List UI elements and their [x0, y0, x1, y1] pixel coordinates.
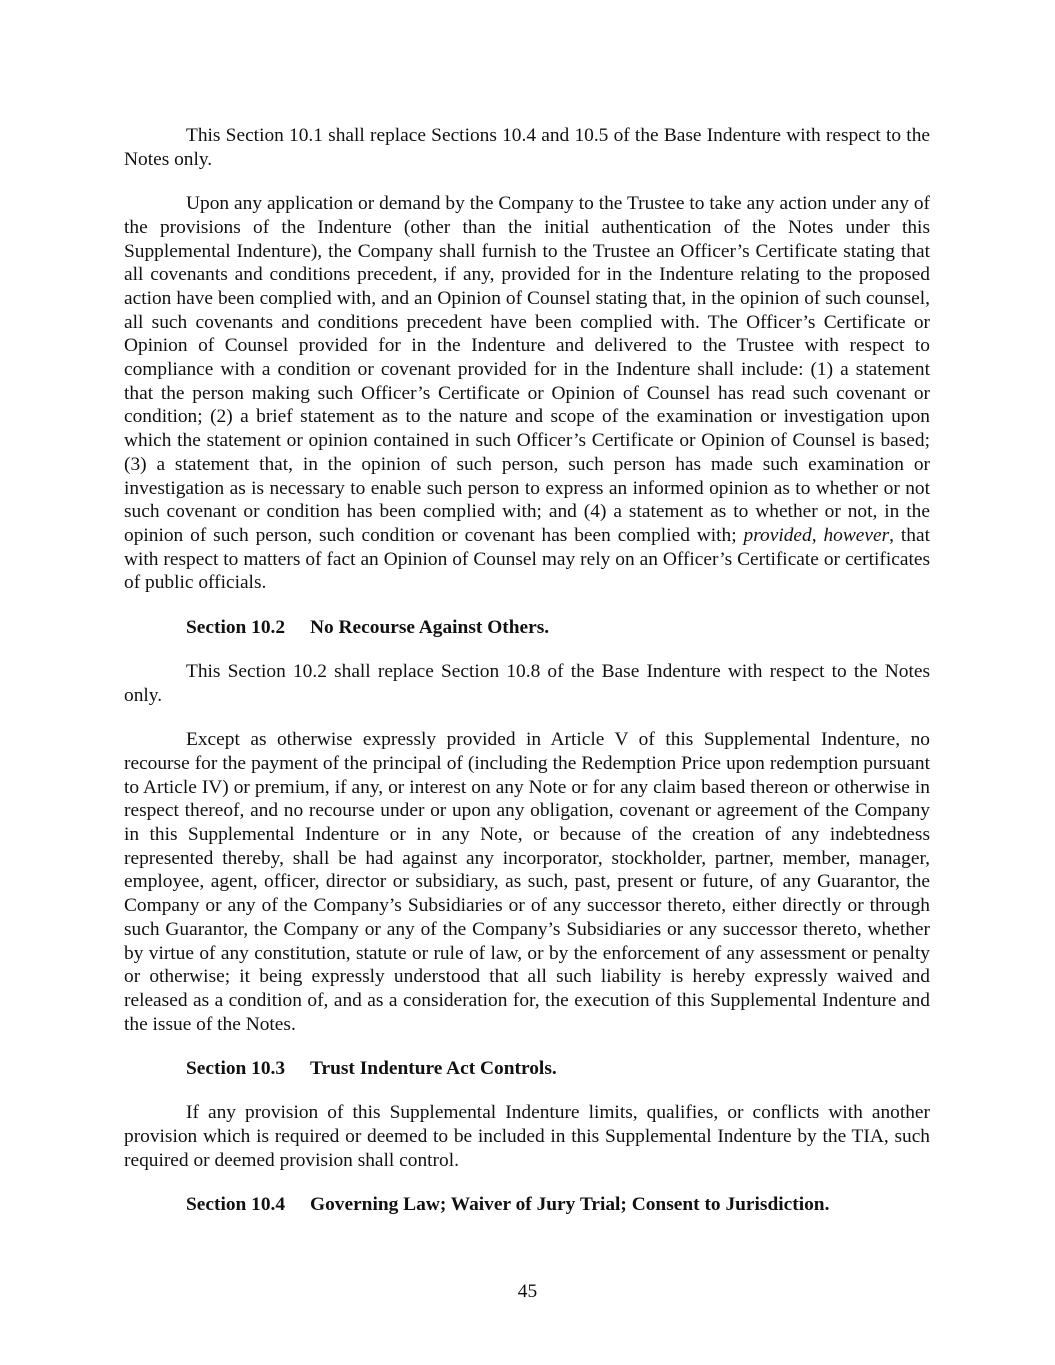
page-number: 45	[517, 1281, 538, 1302]
section-heading-10-4	[186, 1193, 930, 1217]
section-heading-10-3	[186, 1057, 930, 1081]
italic-however: however	[823, 524, 890, 546]
paragraph-no-recourse: Except as otherwise expressly provided in Article V of this Supplemental Indenture, no recourse for the payment of the principal of (including the Redemption Price upon redemption pursuant to Article IV) or premium, if any, or interest on any Note or for any claim based thereon or otherwise in respect thereof, and no recourse under or upon any obligation, covenant or agreement of the Company in this Supplemental Indenture or in any Note, or because of the creation of any indebtedness represented thereby, shall be had against any incorporator, stockholder, partner, member, manager, employee, agent, officer, director or subsidiary, as such, past, present or future, of any Guarantor, the Company or any of the Company’s Subsidiaries or of any successor thereto, either directly or through such Guarantor, the Company or any of the Company’s Subsidiaries or any successor thereto, whether by virtue of any constitution, statute or rule of law, or by the enforcement of any assessment or penalty or otherwise; it being expressly understood that all such liability is hereby expressly waived and released as a condition of, and as a consideration for, the execution of this Supplemental Indenture and the issue of the Notes.	[124, 729, 930, 1035]
section-number: Section 10.4	[186, 1194, 286, 1216]
paragraph-tia-controls: If any provision of this Supplemental Indenture limits, qualifies, or conflicts with another provision which is required or deemed to be included in this Supplemental Indenture by the TIA, such required or deemed provision shall control.	[124, 1102, 930, 1171]
section-title: Governing Law; Waiver of Jury Trial; Consent to Jurisdiction.	[310, 1194, 830, 1216]
document-page	[124, 124, 930, 1238]
paragraph-text: ,	[811, 524, 824, 546]
paragraph-text: Upon any application or demand by the Company to the Trustee to take any action under any of the provisions of the Indenture (other than the initial authentication of the Notes under this Supplemental Indenture), the Company shall furnish to the Trustee an Officer’s Certificate stating that all covenants and conditions precedent, if any, provided for in the Indenture relating to the proposed action have been complied with, and an Opinion of Counsel stating that, in the opinion of such counsel, all such covenants and conditions precedent have been complied with. The Officer’s Certificate or Opinion of Counsel provided for in the Indenture and delivered to the Trustee with respect to compliance with a condition or covenant provided for in the Indenture shall include: (1) a statement that the person making such Officer’s Certificate or Opinion of Counsel has read such covenant or condition; (2) a brief statement as to the nature and scope of the examination or investigation upon which the statement or opinion contained in such Officer’s Certificate or Opinion of Counsel is based; (3) a statement that, in the opinion of such person, such person has made such examination or investigation as is necessary to enable such person to express an informed opinion as to whether or not such covenant or condition has been complied with; and (4) a statement as to whether or not, in the opinion of such person, such condition or covenant has been complied with;	[124, 193, 930, 546]
paragraph-section-10-1-replacement: This Section 10.1 shall replace Sections 10.4 and 10.5 of the Base Indenture with respect to the Notes only.	[124, 125, 930, 170]
section-heading-10-2	[186, 616, 930, 640]
paragraph-text: , that with respect to matters of fact an Opinion of Counsel may rely on an Officer’s Certificate or certificates of public officials.	[124, 524, 930, 594]
italic-provided: provided	[743, 524, 812, 546]
section-number: Section 10.3	[186, 1058, 286, 1080]
section-title: No Recourse Against Others.	[310, 616, 550, 638]
paragraph-officers-certificate	[124, 192, 930, 595]
section-title: Trust Indenture Act Controls.	[310, 1058, 557, 1080]
section-number: Section 10.2	[186, 616, 286, 638]
paragraph-section-10-2-replacement: This Section 10.2 shall replace Section 10.8 of the Base Indenture with respect to the Notes only.	[124, 661, 930, 706]
